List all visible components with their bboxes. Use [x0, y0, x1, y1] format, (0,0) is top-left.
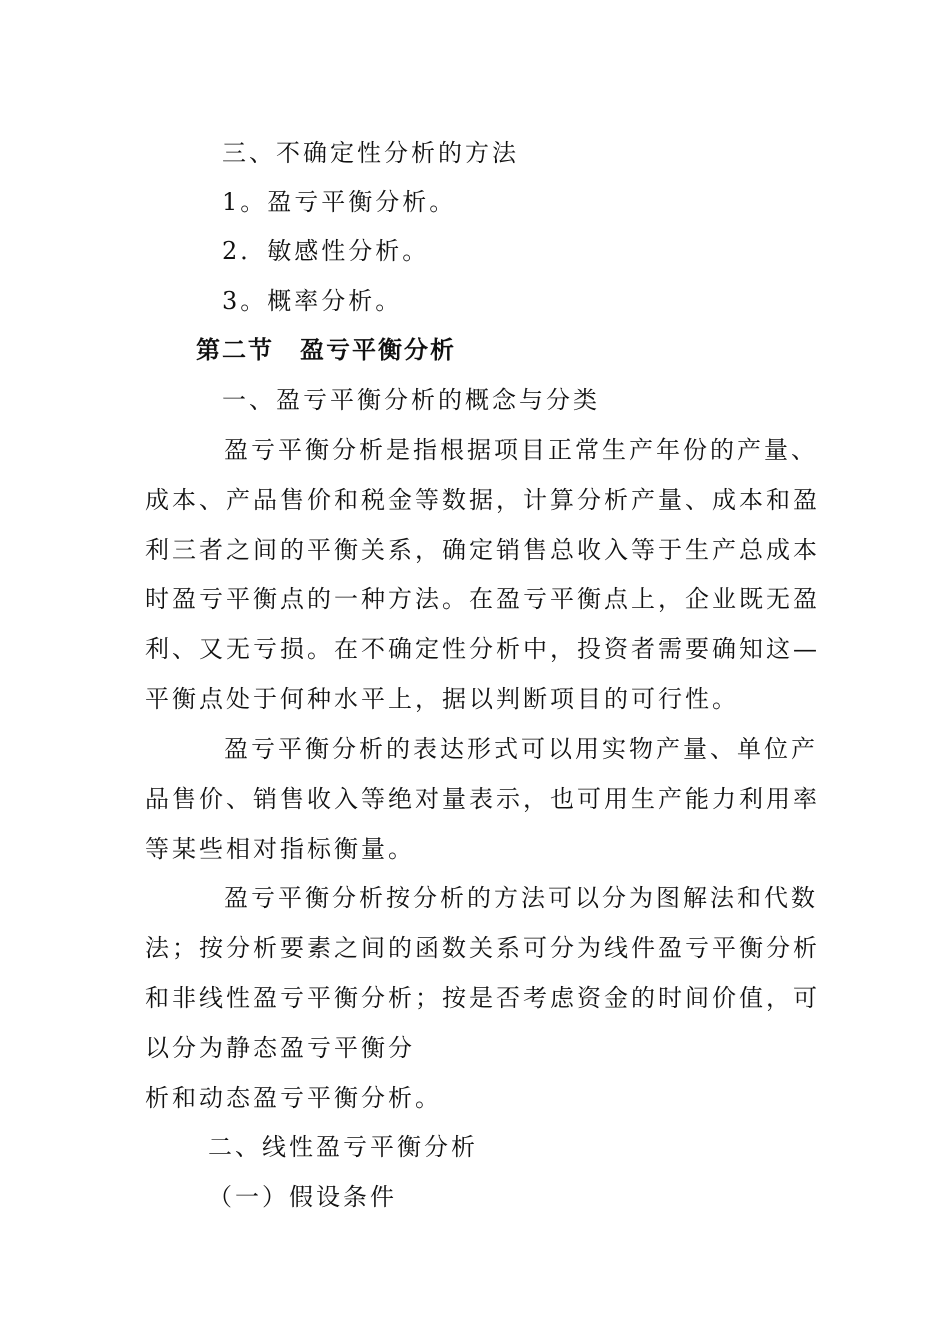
paragraph-line: 盈亏平衡分析按分析的方法可以分为图解法和代数 — [224, 884, 818, 912]
subsection-heading: 一、盈亏平衡分析的概念与分类 — [222, 386, 600, 414]
paragraph-line: 品售价、销售收入等绝对量表示，也可用生产能力利用率 — [145, 785, 820, 813]
section-heading: 三、不确定性分析的方法 — [222, 139, 519, 167]
paragraph-line: 盈亏平衡分析的表达形式可以用实物产量、单位产 — [224, 735, 818, 763]
paragraph-line: 析和动态盈亏平衡分析。 — [145, 1084, 442, 1112]
chapter-heading: 第二节 盈亏平衡分析 — [196, 335, 456, 364]
subsection-heading: （一）假设条件 — [208, 1183, 397, 1211]
paragraph-line: 等某些相对指标衡量。 — [145, 835, 415, 863]
paragraph-line: 盈亏平衡分析是指根据项目正常生产年份的产量、 — [224, 436, 818, 464]
paragraph-line: 和非线性盈亏平衡分析；按是否考虑资金的时间价值，可 — [145, 984, 820, 1012]
paragraph-line: 以分为静态盈亏平衡分 — [145, 1034, 415, 1062]
list-item: 1。盈亏平衡分析。 — [222, 188, 457, 216]
paragraph-line: 时盈亏平衡点的一种方法。在盈亏平衡点上，企业既无盈 — [145, 585, 820, 613]
subsection-heading: 二、线性盈亏平衡分析 — [208, 1133, 478, 1161]
paragraph-line: 法；按分析要素之间的函数关系可分为线件盈亏平衡分析 — [145, 934, 820, 962]
list-item: 3。概率分析。 — [222, 287, 403, 315]
paragraph-line: 成本、产品售价和税金等数据，计算分析产量、成本和盈 — [145, 486, 820, 514]
paragraph-line: 利三者之间的平衡关系，确定销售总收入等于生产总成本 — [145, 536, 820, 564]
paragraph-line: 平衡点处于何种水平上，据以判断项目的可行性。 — [145, 685, 739, 713]
list-item: 2．敏感性分析。 — [222, 237, 430, 265]
paragraph-line: 利、又无亏损。在不确定性分析中，投资者需要确知这— — [145, 635, 820, 663]
